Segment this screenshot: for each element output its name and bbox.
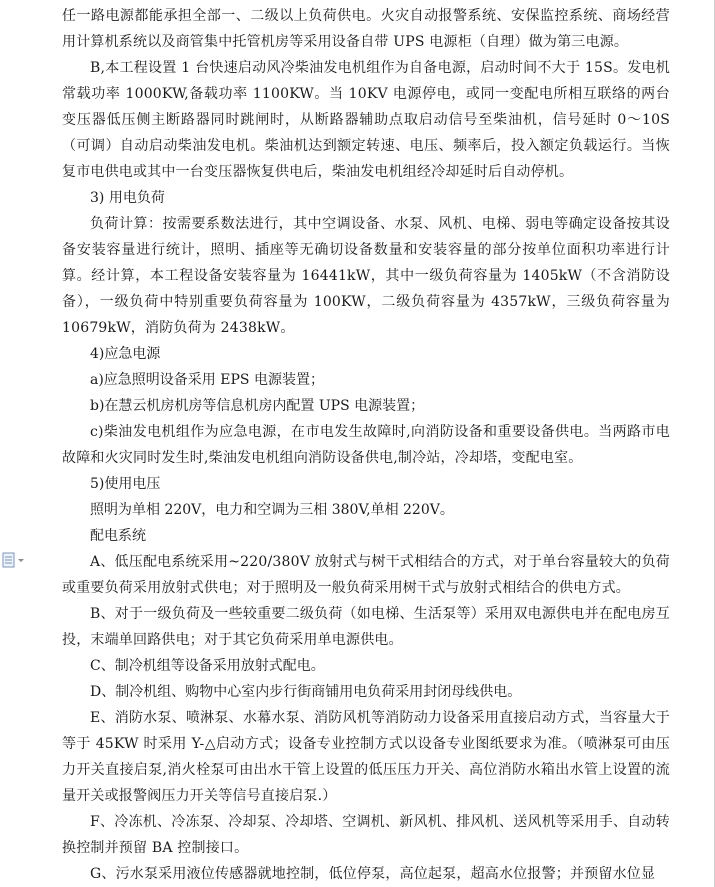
paragraph-dist-b: B、对于一级负荷及一些较重要二级负荷（如电梯、生活泵等）采用双电源供电并在配电房互投，末端单回路供电；对于其它负荷采用单电源供电。 bbox=[62, 606, 670, 648]
paragraph-dist-e: E、消防水泵、喷淋泵、水幕水泵、消防风机等消防动力设备采用直接启动方式，当容量大于等于 45KW 时采用 Y-△启动方式；设备专业控制方式以设备专业图纸要求为准。（喷淋泵可由压力开关直接启泵,消火栓泵可由出水干管上设置的低压压力开关、高位消防水箱出水管上设置的流量开关或报警阀压力开关等信号直接启泵.） bbox=[62, 710, 670, 804]
heading-electric-load: 3) 用电负荷 bbox=[90, 190, 165, 206]
paragraph-dist-c: C、制冷机组等设备采用放射式配电。 bbox=[90, 658, 325, 674]
item-diesel-emergency: c)柴油发电机组作为应急电源，在市电发生故障时,向消防设备和重要设备供电。当两路市电故障和火灾同时发生时,柴油发电机组向消防设备供电,制冷站，冷却塔，变配电室。 bbox=[62, 424, 670, 466]
paragraph-dist-a: A、低压配电系统采用~220/380V 放射式与树干式相结合的方式，对于单台容量较大的负荷或重要负荷采用放射式供电；对于照明及一般负荷采用树干式与放射式相结合的供电方式。 bbox=[62, 554, 670, 596]
paragraph-load-calculation: 负荷计算：按需要系数法进行，其中空调设备、水泵、风机、电梯、弱电等确定设备按其设备安装容量进行统计，照明、插座等无确切设备数量和安装容量的部分按单位面积功率进行计算。经计算，本工程设备安装容量为 16441kW，其中一级负荷容量为 1405kW（不含消防设备），一级负荷中特别重要负荷容量为 100KW，二级负荷容量为 4357kW，三级负荷容量为 10679kW，消防负荷为 2438kW。 bbox=[62, 216, 670, 336]
heading-emergency-power: 4)应急电源 bbox=[90, 346, 161, 362]
item-eps: a)应急照明设备采用 EPS 电源装置； bbox=[90, 372, 324, 388]
heading-distribution-system: 配电系统 bbox=[90, 528, 146, 544]
item-ups: b)在慧云机房机房等信息机房内配置 UPS 电源装置； bbox=[90, 398, 425, 414]
paragraph-dist-g: G、污水泵采用液位传感器就地控制，低位停泵，高位起泵，超高水位报警；并预留水位显 bbox=[90, 866, 656, 882]
paragraph-dist-f: F、冷冻机、冷冻泵、冷却泵、冷却塔、空调机、新风机、排风机、送风机等采用手、自动转换控制并预留 BA 控制接口。 bbox=[62, 814, 670, 856]
paragraph-diesel-generator: B,本工程设置 1 台快速启动风冷柴油发电机组作为自备电源，启动时间不大于 15S。发电机常载功率 1000KW,备载功率 1100KW。当 10KV 电源停电，或同一变配电所相互联络的两台变压器低压侧主断路器同时跳闸时，从断路器辅助点取启动信号至柴油机，信号延时 0～10S（可调）自动启动柴油发电机。柴油机达到额定转速、电压、频率后，投入额定负载运行。当恢复市电供电或其中一台变压器恢复供电后，柴油发电机组经冷却延时后自动停机。 bbox=[62, 60, 670, 180]
paragraph-power-supply-tail: 任一路电源都能承担全部一、二级以上负荷供电。火灾自动报警系统、安保监控系统、商场经营用计算机系统以及商管集中托管机房等采用设备自带 UPS 电源柜（自理）做为第三电源。 bbox=[62, 8, 670, 50]
heading-voltage: 5)使用电压 bbox=[90, 476, 161, 492]
document-icon[interactable] bbox=[2, 552, 28, 568]
paragraph-dist-d: D、制冷机组、购物中心室内步行街商铺用电负荷采用封闭母线供电。 bbox=[90, 684, 522, 700]
paragraph-voltage: 照明为单相 220V，电力和空调为三相 380V,单相 220V。 bbox=[90, 502, 454, 518]
